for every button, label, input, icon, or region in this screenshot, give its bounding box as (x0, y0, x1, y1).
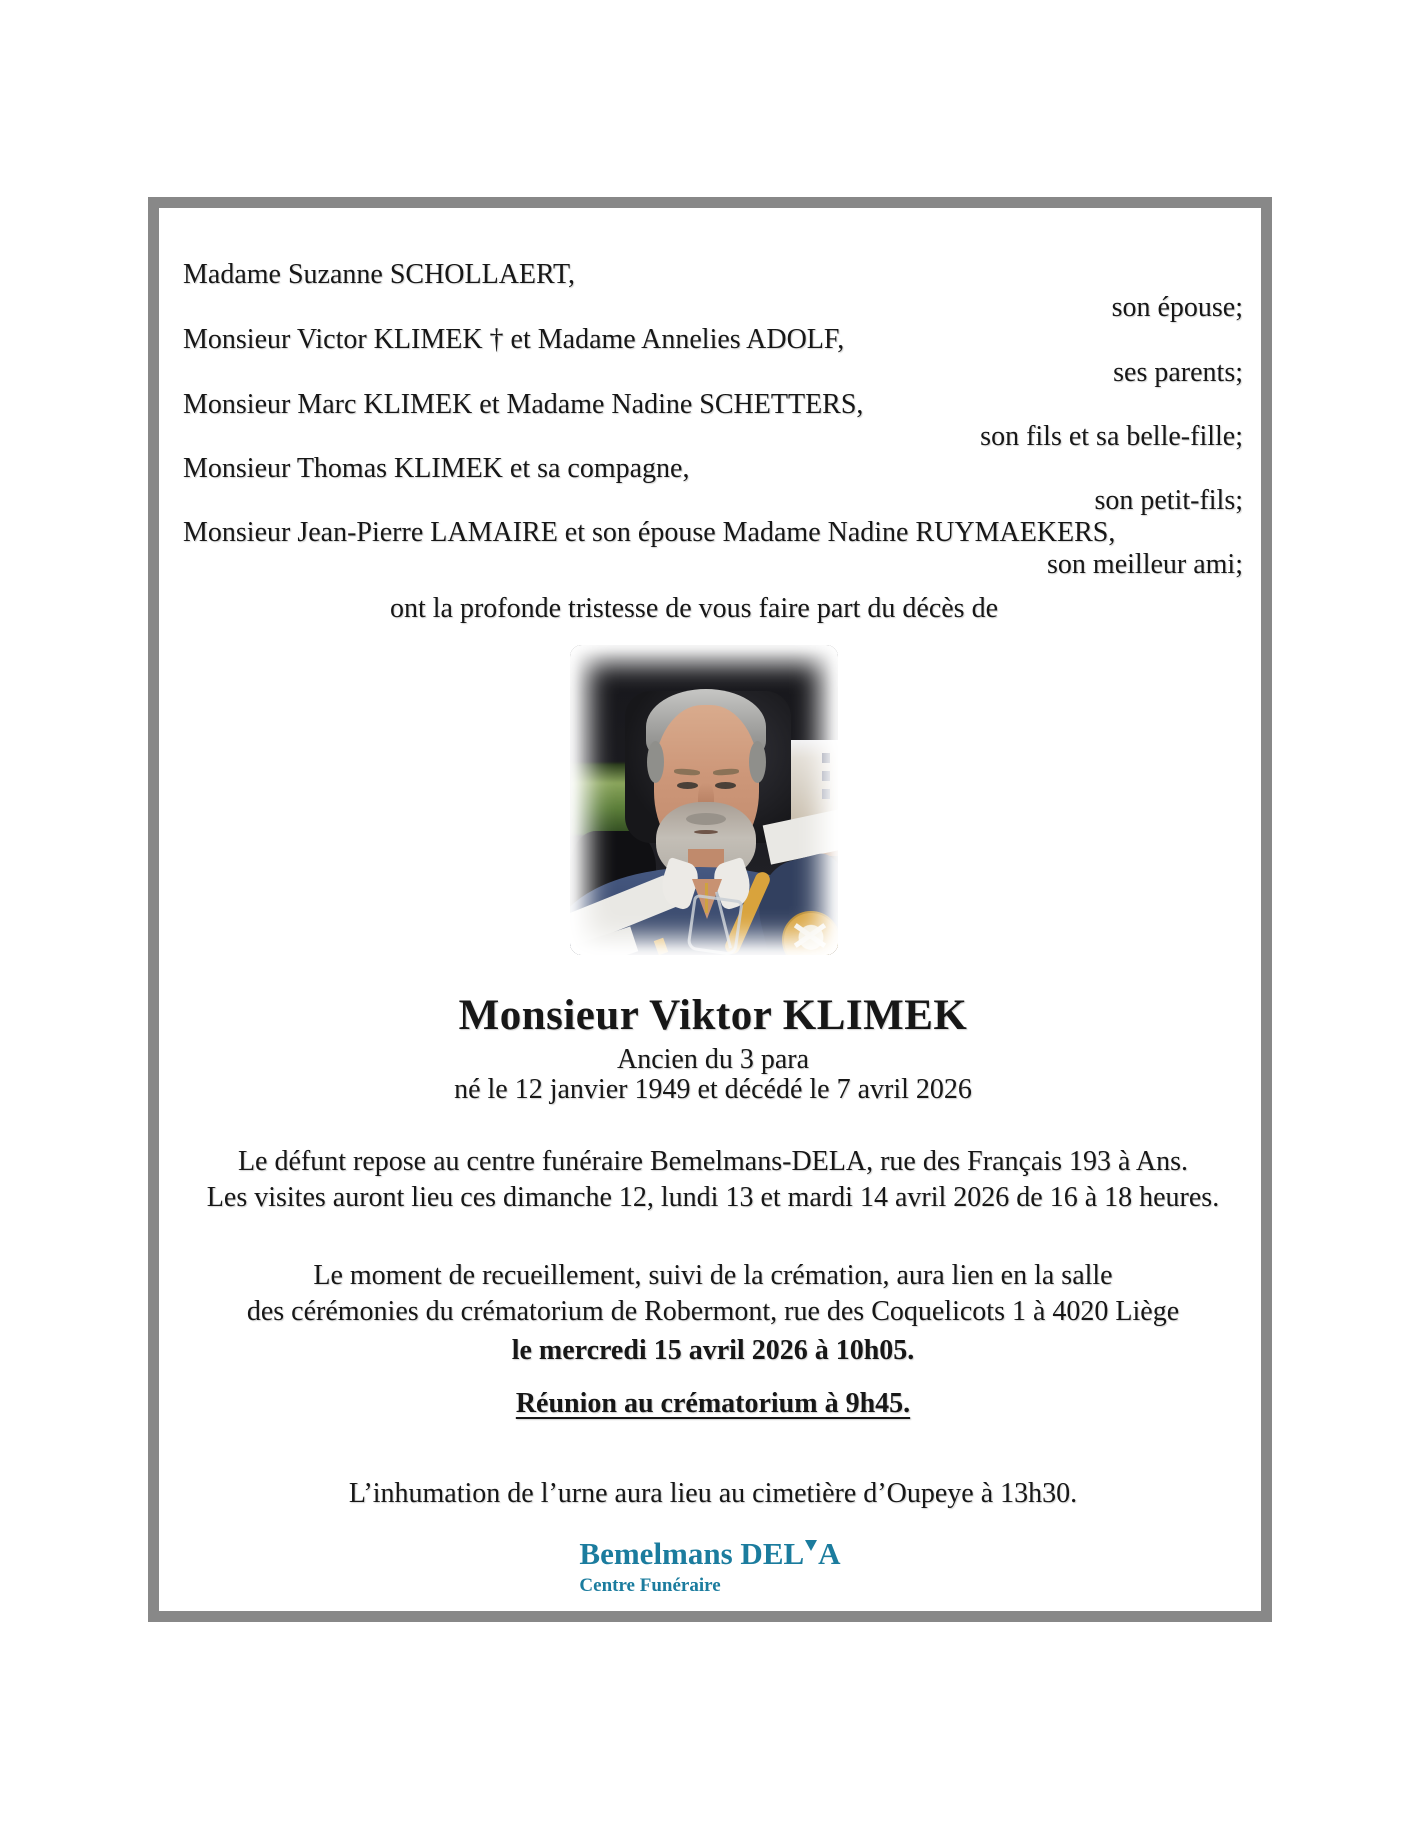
logo-apostrophe-triangle-icon (805, 1540, 817, 1551)
relation-label: ses parents; (1113, 357, 1243, 388)
photo-mustache (686, 813, 726, 825)
relation-label: son meilleur ami; (1047, 549, 1243, 580)
repose-line-2: Les visites auront lieu ces dimanche 12, lundi 13 et mardi 14 avril 2026 de 16 à 18 heures. (206, 1182, 1220, 1213)
photo-building-windows (822, 753, 830, 763)
photo-mouth (694, 830, 718, 834)
relation-label: son épouse; (1111, 292, 1243, 323)
deceased-distinction: Ancien du 3 para (616, 1044, 810, 1075)
relation-label: son fils et sa belle-fille; (980, 421, 1243, 452)
family-member-line: Monsieur Marc KLIMEK et Madame Nadine SCHETTERS, (183, 389, 864, 420)
photo-hair-temple-left (647, 741, 664, 783)
ceremony-line-2: des cérémonies du crématorium de Robermont, rue des Coquelicots 1 à 4020 Liège (246, 1296, 1180, 1327)
ceremony-datetime: le mercredi 15 avril 2026 à 10h05. (511, 1335, 915, 1366)
family-member-line: Madame Suzanne SCHOLLAERT, (183, 259, 576, 290)
funeral-home-logo-block (579, 1538, 840, 1595)
funeral-home-logo (159, 1538, 1261, 1596)
repose-line-1: Le défunt repose au centre funéraire Bemelmans-DELA, rue des Français 193 à Ans. (237, 1146, 1189, 1177)
family-member-line: Monsieur Jean-Pierre LAMAIRE et son épouse Madame Nadine RUYMAEKERS, (183, 517, 1116, 548)
reunion-notice (183, 1388, 1243, 1419)
inhumation-line: L’inhumation de l’urne aura lieu au cimetière d’Oupeye à 13h30. (348, 1478, 1078, 1509)
ceremony-line-1: Le moment de recueillement, suivi de la crémation, aura lien en la salle (313, 1260, 1113, 1291)
photo-eye-right (715, 782, 736, 789)
family-member-line: Monsieur Thomas KLIMEK et sa compagne, (183, 453, 690, 484)
funeral-home-subtitle: Centre Funéraire (579, 1575, 721, 1596)
portrait-photo (570, 645, 838, 955)
reunion-underlined-text: Réunion au crématorium à 9h45. (515, 1388, 911, 1419)
deceased-dates: né le 12 janvier 1949 et décédé le 7 avril 2026 (454, 1074, 972, 1105)
photo-hair-temple-right (749, 741, 766, 783)
family-member-line: Monsieur Victor KLIMEK † et Madame Annelies ADOLF, (183, 324, 845, 355)
photo-right-window-building (788, 740, 838, 822)
photo-eye-left (677, 782, 698, 789)
logo-name-part1: Bemelmans DEL (579, 1536, 805, 1571)
logo-name-part2: A (818, 1536, 841, 1571)
deceased-name: Monsieur Viktor KLIMEK (458, 992, 968, 1039)
funeral-home-name (579, 1538, 840, 1569)
announcement-line: ont la profonde tristesse de vous faire part du décès de (389, 593, 998, 624)
relation-label: son petit-fils; (1094, 485, 1243, 516)
photo-hanging-glasses (686, 894, 743, 955)
memorial-card-frame (148, 197, 1272, 1622)
